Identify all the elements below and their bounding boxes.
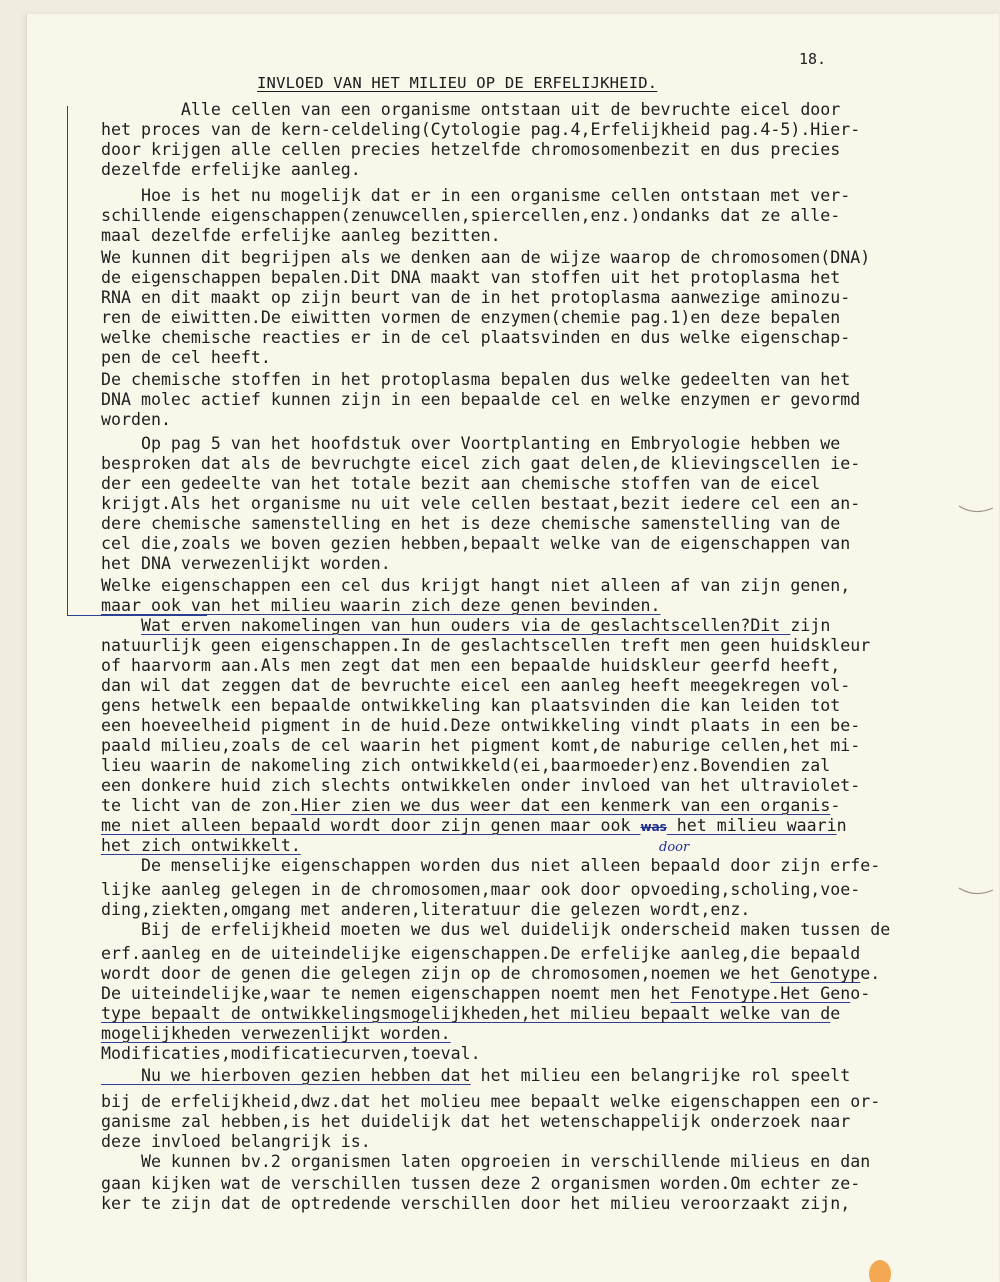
text-line (101, 596, 660, 615)
text-line: dere chemische samenstelling en het is deze chemische samenstelling van de (101, 514, 841, 533)
text-line: een hoeveelheid pigment in de huid.Deze ontwikkeling vindt plaats in een be- (101, 716, 861, 735)
underlined-phrase: .Hier zien we dus weer dat een kenmerk van een organis (290, 796, 831, 815)
text-line: We kunnen bv.2 organismen laten opgroeien in verschillende milieus en dan (101, 1152, 871, 1171)
text-line: Modificaties,modificatiecurven,toeval. (101, 1044, 481, 1063)
text-line: dan wil dat zeggen dat de bevruchte eicel een aanleg heeft meegekregen vol- (101, 676, 851, 695)
underlined-phrase: t Fenotype.Het Gen (670, 984, 851, 1003)
text-line: Op pag 5 van het hoofdstuk over Voortplanting en Embryologie hebben we (101, 434, 841, 453)
text-line: DNA molec actief kunnen zijn in een bepaalde cel en welke enzymen er gevormd (101, 390, 861, 409)
text-line: ker te zijn dat de optredende verschillen door het milieu veroorzaakt zijn, (101, 1194, 851, 1213)
text-line: door krijgen alle cellen precies hetzelfde chromosomenbezit en dus precies (101, 140, 841, 159)
text-line: schillende eigenschappen(zenuwcellen,spiercellen,enz.)ondanks dat ze alle- (101, 206, 841, 225)
text-line: Welke eigenschappen een cel dus krijgt hangt niet alleen af van zijn genen, (101, 576, 851, 595)
text-line: maal dezelfde erfelijke aanleg bezitten. (101, 226, 501, 245)
underlined-phrase: maar ook van het milieu waarin zich deze genen bevinden. (101, 596, 661, 615)
text-line: de eigenschappen bepalen.Dit DNA maakt van stoffen uit het protoplasma het (101, 268, 841, 287)
text-line: De uiteindelijke,waar te nemen eigenschappen noemt men het Fenotype.Het Geno- (101, 984, 871, 1003)
text-line: natuurlijk geen eigenschappen.In de geslachtscellen treft men geen huidskleur (101, 636, 871, 655)
underlined-phrase: Nu we hierboven gezien hebben dat (101, 1066, 471, 1085)
text-line: Wat erven nakomelingen van hun ouders via de geslachtscellen?Dit zijn (140, 616, 831, 635)
margin-tick-top (957, 502, 997, 516)
handwritten-insertion: door (659, 840, 690, 855)
text-line: RNA en dit maakt op zijn beurt van de in het protoplasma aanwezige aminozu- (101, 288, 851, 307)
text-line: Bij de erfelijkheid moeten we dus wel duidelijk onderscheid maken tussen de (101, 920, 891, 939)
text-line: krijgt.Als het organisme nu uit vele cellen bestaat,bezit iedere cel een an- (101, 494, 861, 513)
text-line: pen de cel heeft. (101, 348, 271, 367)
text-line: ding,ziekten,omgang met anderen,literatuur die gelezen wordt,enz. (101, 900, 751, 919)
text-line: De menselijke eigenschappen worden dus niet alleen bepaald door zijn erfe- (101, 856, 881, 875)
text-line: te licht van de zon.Hier zien we dus weer dat een kenmerk van een organis- (101, 796, 841, 815)
stain-mark (869, 1260, 891, 1282)
underlined-phrase: Wat erven nakomelingen van hun ouders via de geslachtscellen?Dit (140, 616, 791, 635)
text-line: dezelfde erfelijke aanleg. (101, 160, 361, 179)
text-line (101, 1024, 451, 1043)
text-line: Nu we hierboven gezien hebben dat het milieu een belangrijke rol speelt (101, 1066, 851, 1085)
text-line: welke chemische reacties er in de cel plaatsvinden en dus welke eigenschap- (101, 328, 851, 347)
underlined-phrase: type bepaalt de ontwikkelingsmogelijkheden,het milieu bepaalt welke van d (101, 1004, 831, 1023)
text-line: ganisme zal hebben,is het duidelijk dat het wetenschappelijk onderzoek naar (101, 1112, 851, 1131)
text-line: wordt door de genen die gelegen zijn op de chromosomen,noemen we het Genotype. (101, 964, 881, 983)
text-line: of haarvorm aan.Als men zegt dat men een bepaalde huidskleur geerfd heeft, (101, 656, 841, 675)
text-line: Alle cellen van een organisme ontstaan uit de bevruchte eicel door (101, 100, 841, 119)
text-line: erf.aanleg en de uiteindelijke eigenschappen.De erfelijke aanleg,die bepaald (101, 944, 861, 963)
text-line: het DNA verwezenlijkt worden. (101, 554, 391, 573)
margin-bracket-vertical (67, 106, 68, 616)
page-title: INVLOED VAN HET MILIEU OP DE ERFELIJKHEID. (257, 74, 658, 92)
text-line: ren de eiwitten.De eiwitten vormen de enzymen(chemie pag.1)en deze bepalen (101, 308, 841, 327)
text-line: lijke aanleg gelegen in de chromosomen,maar ook door opvoeding,scholing,voe- (101, 880, 861, 899)
text-line: lieu waarin de nakomeling zich ontwikkeld(ei,baarmoeder)enz.Bovendien zal (101, 756, 831, 775)
text-line: een donkere huid zich slechts ontwikkelen onder invloed van het ultraviolet- (101, 776, 861, 795)
text-line: het proces van de kern-celdeling(Cytologie pag.4,Erfelijkheid pag.4-5).Hier- (101, 120, 861, 139)
page-number: 18. (799, 50, 827, 68)
text-line (101, 836, 301, 855)
underlined-phrase: t Genotyp (770, 964, 861, 983)
underlined-phrase: mogelijkheden verwezenlijkt worden. (101, 1024, 451, 1043)
text-line: besproken dat als de bevruchgte eicel zich gaat delen,de klievingscellen ie- (101, 454, 861, 473)
text-line: paald milieu,zoals de cel waarin het pigment komt,de naburige cellen,het mi- (101, 736, 861, 755)
text-line: der een gedeelte van het totale bezit aan chemische stoffen van de eicel (101, 474, 821, 493)
margin-tick-bottom (957, 884, 997, 898)
text-line: deze invloed belangrijk is. (101, 1132, 371, 1151)
text-line: gens hetwelk een bepaalde ontwikkeling kan plaatsvinden die kan leiden tot (101, 696, 841, 715)
text-line: Hoe is het nu mogelijk dat er in een organisme cellen ontstaan met ver- (101, 186, 851, 205)
text-line: worden. (101, 410, 171, 429)
underlined-phrase: het zich ontwikkelt. (101, 836, 301, 855)
text-line: gaan kijken wat de verschillen tussen deze 2 organismen worden.Om echter ze- (101, 1174, 861, 1193)
text-line: type bepaalt de ontwikkelingsmogelijkheden,het milieu bepaalt welke van de (101, 1004, 841, 1023)
text-line: me niet alleen bepaald wordt door zijn genen maar ook was het milieu waarin (101, 816, 847, 835)
text-line: We kunnen dit begrijpen als we denken aan de wijze waarop de chromosomen(DNA) (101, 248, 871, 267)
text-line: De chemische stoffen in het protoplasma bepalen dus welke gedeelten van het (101, 370, 851, 389)
document-page (26, 14, 999, 1282)
struck-word: was (640, 820, 667, 834)
underlined-phrase: me niet alleen bepaald wordt door zijn genen maar ook was het milieu waari (101, 816, 837, 835)
text-line: cel die,zoals we boven gezien hebben,bepaalt welke van de eigenschappen van (101, 534, 851, 553)
text-line: bij de erfelijkheid,dwz.dat het molieu mee bepaalt welke eigenschappen een or- (101, 1092, 881, 1111)
